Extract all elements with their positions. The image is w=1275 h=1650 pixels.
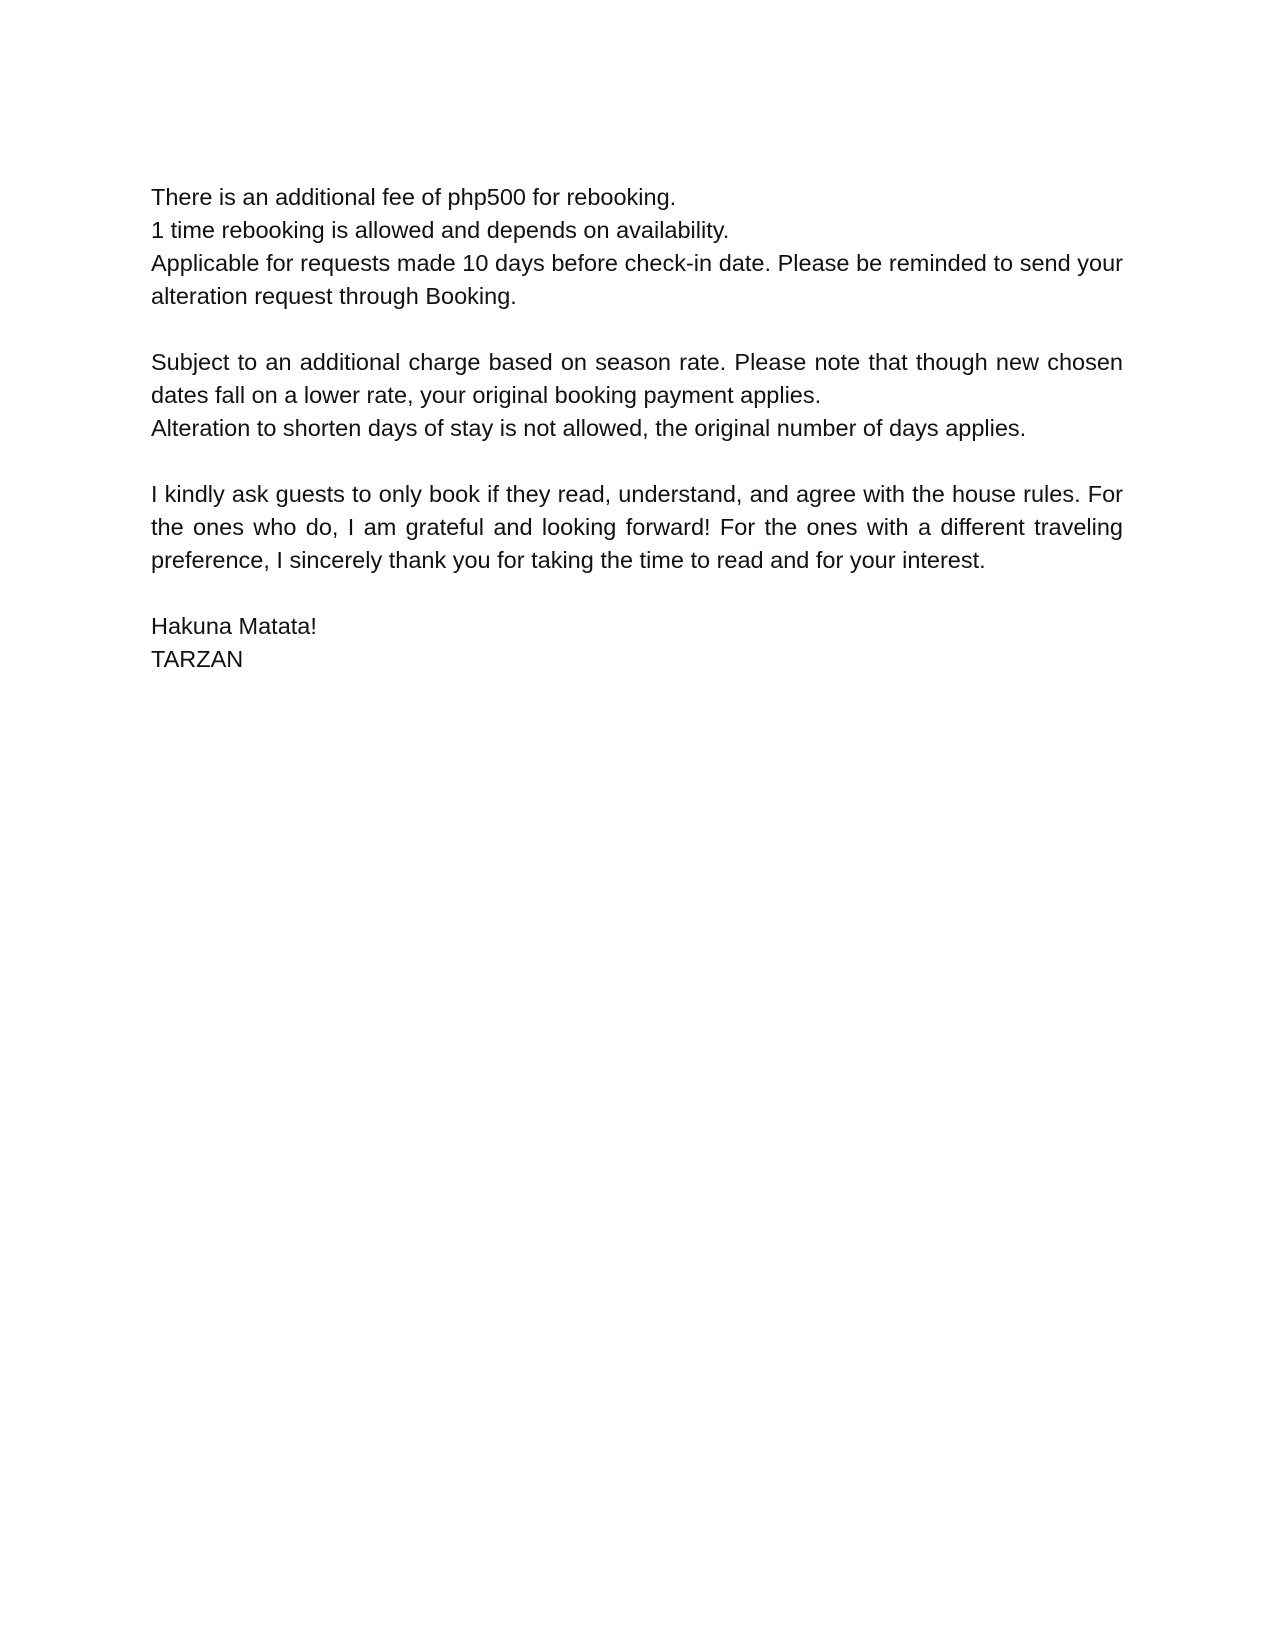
- signoff-name: TARZAN: [151, 646, 244, 672]
- rebooking-request-text: Applicable for requests made 10 days before check-in date. Please be reminded to send your alteration request through Booking.: [151, 250, 1123, 309]
- season-rate-paragraph: [151, 346, 1123, 445]
- signoff-greeting: Hakuna Matata!: [151, 613, 317, 639]
- rebooking-fee-line: There is an additional fee of php500 for rebooking.: [151, 184, 677, 210]
- rebooking-paragraph: [151, 181, 1123, 313]
- rebooking-limit-line: 1 time rebooking is allowed and depends on availability.: [151, 217, 730, 243]
- season-rate-text: Subject to an additional charge based on season rate. Please note that though new chosen dates fall on a lower rate, your original booking payment applies.: [151, 349, 1123, 408]
- house-rules-paragraph: I kindly ask guests to only book if they read, understand, and agree with the house rules. For the ones who do, I am grateful and looking forward! For the ones with a different traveling preference, I sincerely thank you for taking the time to read and for your interest.: [151, 481, 1123, 573]
- signoff: [151, 610, 1123, 676]
- shorten-stay-line: Alteration to shorten days of stay is not allowed, the original number of days applies.: [151, 415, 1027, 441]
- document-body: [151, 181, 1123, 709]
